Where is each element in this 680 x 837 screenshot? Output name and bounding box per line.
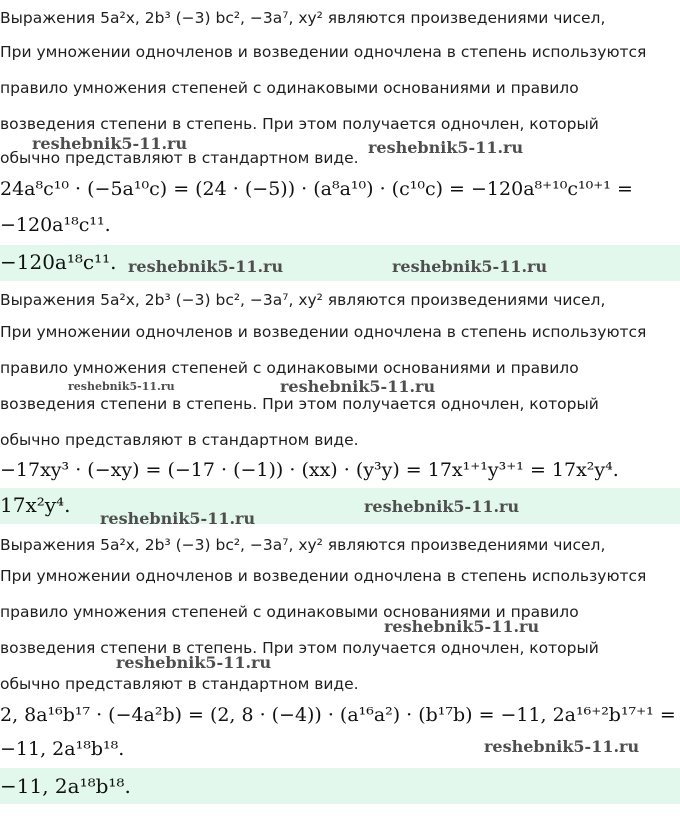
- block3-line1: Выражения 5a²x, 2b³ (−3) bc², −3a⁷, xy² являются произведениями чисел,: [0, 536, 606, 554]
- watermark: reshebnik5-11.ru: [116, 653, 272, 672]
- block1-line4: возведения степени в степень. При этом получается одночлен, который: [0, 115, 599, 133]
- answer-3: −11, 2a¹⁸b¹⁸.: [0, 774, 131, 798]
- block2-line3: правило умножения степеней с одинаковыми основаниями и правило: [0, 359, 579, 377]
- answer-1: −120a¹⁸c¹¹.: [0, 250, 117, 274]
- block2-line2: При умножении одночленов и возведении одночлена в степень используются: [0, 323, 647, 341]
- watermark: reshebnik5-11.ru: [384, 617, 540, 636]
- block3-line3: правило умножения степеней с одинаковыми основаниями и правило: [0, 603, 579, 621]
- watermark: reshebnik5-11.ru: [392, 257, 548, 276]
- block1-line3: правило умножения степеней с одинаковыми основаниями и правило: [0, 79, 579, 97]
- block2-math-line1: −17xy³ · (−xy) = (−17 · (−1)) · (xx) · (y³y) = 17x¹⁺¹y³⁺¹ = 17x²y⁴.: [0, 459, 619, 481]
- block2-line4: возведения степени в степень. При этом получается одночлен, который: [0, 395, 599, 413]
- block3-math-line2: −11, 2a¹⁸b¹⁸.: [0, 738, 125, 760]
- watermark: reshebnik5-11.ru: [100, 509, 256, 528]
- block1-line5: обычно представляют в стандартном виде.: [0, 149, 359, 167]
- watermark: reshebnik5-11.ru: [68, 380, 175, 393]
- block3-line5: обычно представляют в стандартном виде.: [0, 675, 359, 693]
- block3-line2: При умножении одночленов и возведении одночлена в степень используются: [0, 567, 647, 585]
- answer-2: 17x²y⁴.: [0, 493, 71, 517]
- block1-line2: При умножении одночленов и возведении одночлена в степень используются: [0, 43, 647, 61]
- watermark: reshebnik5-11.ru: [364, 497, 520, 516]
- block1-line1: Выражения 5a²x, 2b³ (−3) bc², −3a⁷, xy² являются произведениями чисел,: [0, 9, 606, 27]
- watermark: reshebnik5-11.ru: [368, 138, 524, 157]
- watermark: reshebnik5-11.ru: [280, 377, 436, 396]
- block2-line1: Выражения 5a²x, 2b³ (−3) bc², −3a⁷, xy² являются произведениями чисел,: [0, 291, 606, 309]
- watermark: reshebnik5-11.ru: [32, 134, 188, 153]
- watermark: reshebnik5-11.ru: [128, 257, 284, 276]
- block3-math-line1: 2, 8a¹⁶b¹⁷ · (−4a²b) = (2, 8 · (−4)) · (a¹⁶a²) · (b¹⁷b) = −11, 2a¹⁶⁺²b¹⁷⁺¹ =: [0, 704, 676, 726]
- block2-line5: обычно представляют в стандартном виде.: [0, 431, 359, 449]
- block1-math-line1: 24a⁸c¹⁰ · (−5a¹⁰c) = (24 · (−5)) · (a⁸a¹⁰) · (c¹⁰c) = −120a⁸⁺¹⁰c¹⁰⁺¹ =: [0, 178, 633, 200]
- answer-box-1: [0, 245, 680, 281]
- answer-box-3: [0, 768, 680, 804]
- block1-math-line2: −120a¹⁸c¹¹.: [0, 214, 111, 236]
- watermark: reshebnik5-11.ru: [484, 737, 640, 756]
- block3-line4: возведения степени в степень. При этом получается одночлен, который: [0, 639, 599, 657]
